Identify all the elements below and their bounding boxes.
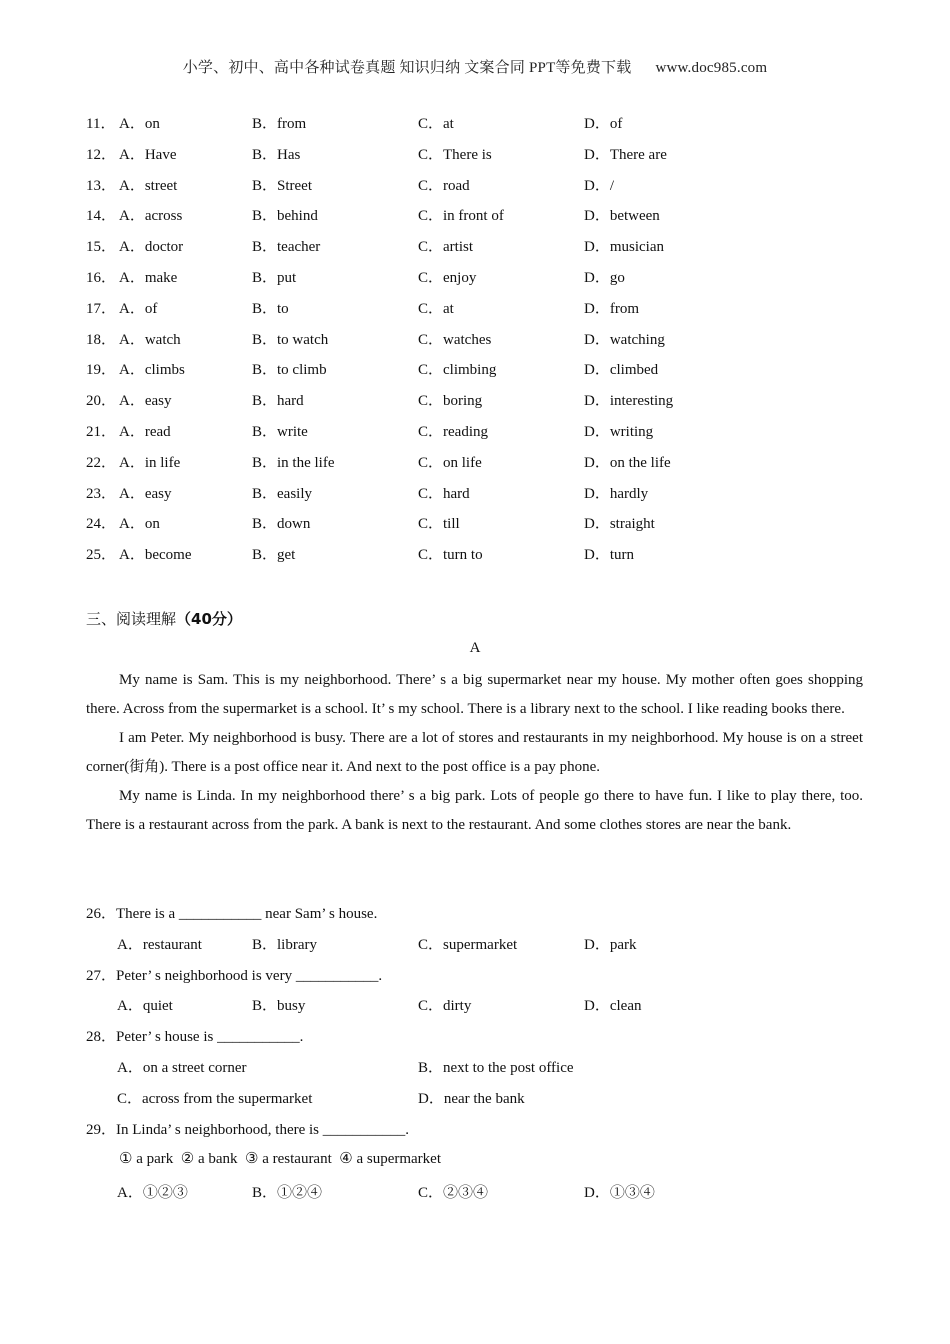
- option-d: D．from: [584, 300, 639, 317]
- option-a: A．doctor: [119, 239, 184, 256]
- cloze-row-11: [86, 112, 886, 143]
- cloze-row-22: [86, 451, 886, 482]
- question-number: 14．: [86, 208, 117, 225]
- cloze-row-18: [86, 328, 886, 359]
- option-a: A．in life: [119, 454, 181, 471]
- question-27-stem: 27．Peter’ s neighborhood is very ___________.: [86, 968, 383, 984]
- option-a: A．restaurant: [117, 937, 202, 953]
- option-c: C．boring: [418, 393, 483, 410]
- option-b: B．Has: [252, 146, 301, 163]
- option-b: B．library: [252, 937, 317, 953]
- cloze-row-23: [86, 482, 886, 513]
- option-c: C．There is: [418, 146, 492, 163]
- option-c: C．watches: [418, 331, 492, 348]
- option-c: C．till: [418, 516, 460, 533]
- option-b: B．get: [252, 547, 296, 564]
- option-d: D．turn: [584, 547, 634, 564]
- question-number: 20．: [86, 393, 117, 410]
- passage-paragraph: I am Peter. My neighborhood is busy. There are a lot of stores and restaurants in my neighborhood. My house is on a street corner(街角). There is a post office near it. And next to the post office is a pay phone.: [86, 730, 863, 775]
- option-b: B．put: [252, 269, 297, 286]
- option-b: B．hard: [252, 393, 304, 410]
- option-b: B．to: [252, 300, 289, 317]
- option-c: C．reading: [418, 423, 488, 440]
- question-number: 17．: [86, 300, 117, 317]
- option-d: D．park: [584, 937, 637, 953]
- option-a: A．on: [119, 516, 160, 533]
- question-26-stem: 26．There is a ___________ near Sam’ s house.: [86, 906, 378, 922]
- option-d: D．on the life: [584, 454, 671, 471]
- option-c: C．dirty: [418, 998, 472, 1014]
- header-text: 小学、初中、高中各种试卷真题 知识归纳 文案合同 PPT等免费下载: [182, 60, 632, 76]
- option-d: D．between: [584, 208, 660, 225]
- passage-label: A: [469, 640, 481, 656]
- option-a: A．read: [119, 423, 171, 440]
- option-c: C．②③④: [418, 1185, 489, 1201]
- cloze-row-13: [86, 174, 886, 205]
- option-b: B．behind: [252, 208, 318, 225]
- question-number: 22．: [86, 454, 117, 471]
- passage-paragraph: My name is Linda. In my neighborhood there’ s a big park. Lots of people go there to have fun. I like to play there, too. There is a restaurant across from the park. A bank is next to the restaurant. And some clothes stores are near the bank.: [86, 788, 863, 833]
- option-d: D．writing: [584, 423, 654, 440]
- question-number: 11．: [86, 116, 116, 132]
- question-number: 16．: [86, 269, 117, 286]
- option-b: B．easily: [252, 485, 312, 502]
- question-number: 21．: [86, 423, 117, 440]
- option-b: B．to watch: [252, 331, 329, 348]
- option-a: A．climbs: [119, 362, 185, 379]
- question-number: 18．: [86, 331, 117, 348]
- option-d: D．interesting: [584, 393, 674, 410]
- question-number: 19．: [86, 362, 117, 379]
- option-d: D．go: [584, 269, 625, 286]
- section-score: （40分）: [176, 610, 242, 628]
- option-d: D．of: [584, 116, 623, 132]
- option-a: A．Have: [119, 146, 177, 163]
- page-header: [0, 56, 950, 77]
- cloze-options-list: [86, 112, 886, 574]
- option-a: A．become: [119, 547, 192, 564]
- option-c: C．turn to: [418, 547, 483, 564]
- cloze-row-17: [86, 297, 886, 328]
- option-c: C．on life: [418, 454, 482, 471]
- question-number: 23．: [86, 485, 117, 502]
- section-title: [86, 608, 242, 629]
- option-c: C．artist: [418, 239, 473, 256]
- option-a: A．across: [119, 208, 183, 225]
- option-c: C．climbing: [418, 362, 497, 379]
- option-d: D．climbed: [584, 362, 659, 379]
- option-d: D．hardly: [584, 485, 649, 502]
- cloze-row-21: [86, 420, 886, 451]
- reading-passage: [86, 666, 863, 840]
- question-number: 12．: [86, 146, 117, 163]
- cloze-row-15: [86, 235, 886, 266]
- option-d: D．musician: [584, 239, 664, 256]
- question-28-stem: 28．Peter’ s house is ___________.: [86, 1029, 304, 1045]
- option-a: A．on: [119, 116, 160, 132]
- option-d: D．There are: [584, 146, 667, 163]
- question-27-options: [0, 994, 950, 1018]
- option-a: A．easy: [119, 393, 172, 410]
- option-d: D．straight: [584, 516, 655, 533]
- section-title-text: 三、阅读理解: [86, 610, 177, 628]
- option-a: A．of: [119, 300, 158, 317]
- question-number: 13．: [86, 177, 117, 194]
- question-number: 25．: [86, 547, 117, 564]
- option-d: D．clean: [584, 998, 642, 1014]
- option-d: D．watching: [584, 331, 665, 348]
- question-29-items: ① a park ② a bank ③ a restaurant ④ a supermarket: [119, 1151, 442, 1167]
- cloze-row-12: [86, 143, 886, 174]
- option-b: B．in the life: [252, 454, 335, 471]
- option-b: B．①②④: [252, 1185, 323, 1201]
- option-b: B．to climb: [252, 362, 327, 379]
- option-a: A．make: [119, 269, 178, 286]
- cloze-row-19: [86, 358, 886, 389]
- option-c: C．at: [418, 300, 454, 317]
- header-url: www.doc985.com: [655, 60, 768, 76]
- cloze-row-24: [86, 512, 886, 543]
- option-c: C．at: [418, 116, 454, 132]
- option-b: B．down: [252, 516, 311, 533]
- question-26-options: [0, 933, 950, 957]
- question-29-options: [0, 1181, 950, 1205]
- option-c: C．hard: [418, 485, 470, 502]
- option-b: B．write: [252, 423, 308, 440]
- option-a: A．watch: [119, 331, 181, 348]
- option-b: B．from: [252, 116, 307, 132]
- passage-paragraph: My name is Sam. This is my neighborhood. There’ s a big supermarket near my house. My mother often goes shopping there. Across from the supermarket is a school. It’ s my school. There is a library next to the school. I like reading books there.: [86, 672, 863, 717]
- option-b: B．next to the post office: [418, 1060, 574, 1076]
- cloze-row-20: [86, 389, 886, 420]
- cloze-row-16: [86, 266, 886, 297]
- option-b: B．teacher: [252, 239, 321, 256]
- option-c: C．across from the supermarket: [117, 1091, 313, 1107]
- option-d: D．①③④: [584, 1185, 655, 1201]
- option-d: D．near the bank: [418, 1091, 525, 1107]
- option-c: C．supermarket: [418, 937, 518, 953]
- question-28-options-row2: [0, 1087, 950, 1111]
- question-28-options-row1: [0, 1056, 950, 1080]
- cloze-row-14: [86, 204, 886, 235]
- option-a: A．street: [119, 177, 178, 194]
- option-a: A．on a street corner: [117, 1060, 247, 1076]
- option-c: C．road: [418, 177, 470, 194]
- option-a: A．easy: [119, 485, 172, 502]
- option-c: C．enjoy: [418, 269, 477, 286]
- option-d: D．/: [584, 177, 615, 194]
- option-a: A．quiet: [117, 998, 173, 1014]
- option-a: A．①②③: [117, 1185, 188, 1201]
- question-29-stem: 29．In Linda’ s neighborhood, there is ___________.: [86, 1122, 410, 1138]
- question-number: 24．: [86, 516, 117, 533]
- option-b: B．Street: [252, 177, 312, 194]
- option-b: B．busy: [252, 998, 306, 1014]
- question-number: 15．: [86, 239, 117, 256]
- option-c: C．in front of: [418, 208, 504, 225]
- cloze-row-25: [86, 543, 886, 574]
